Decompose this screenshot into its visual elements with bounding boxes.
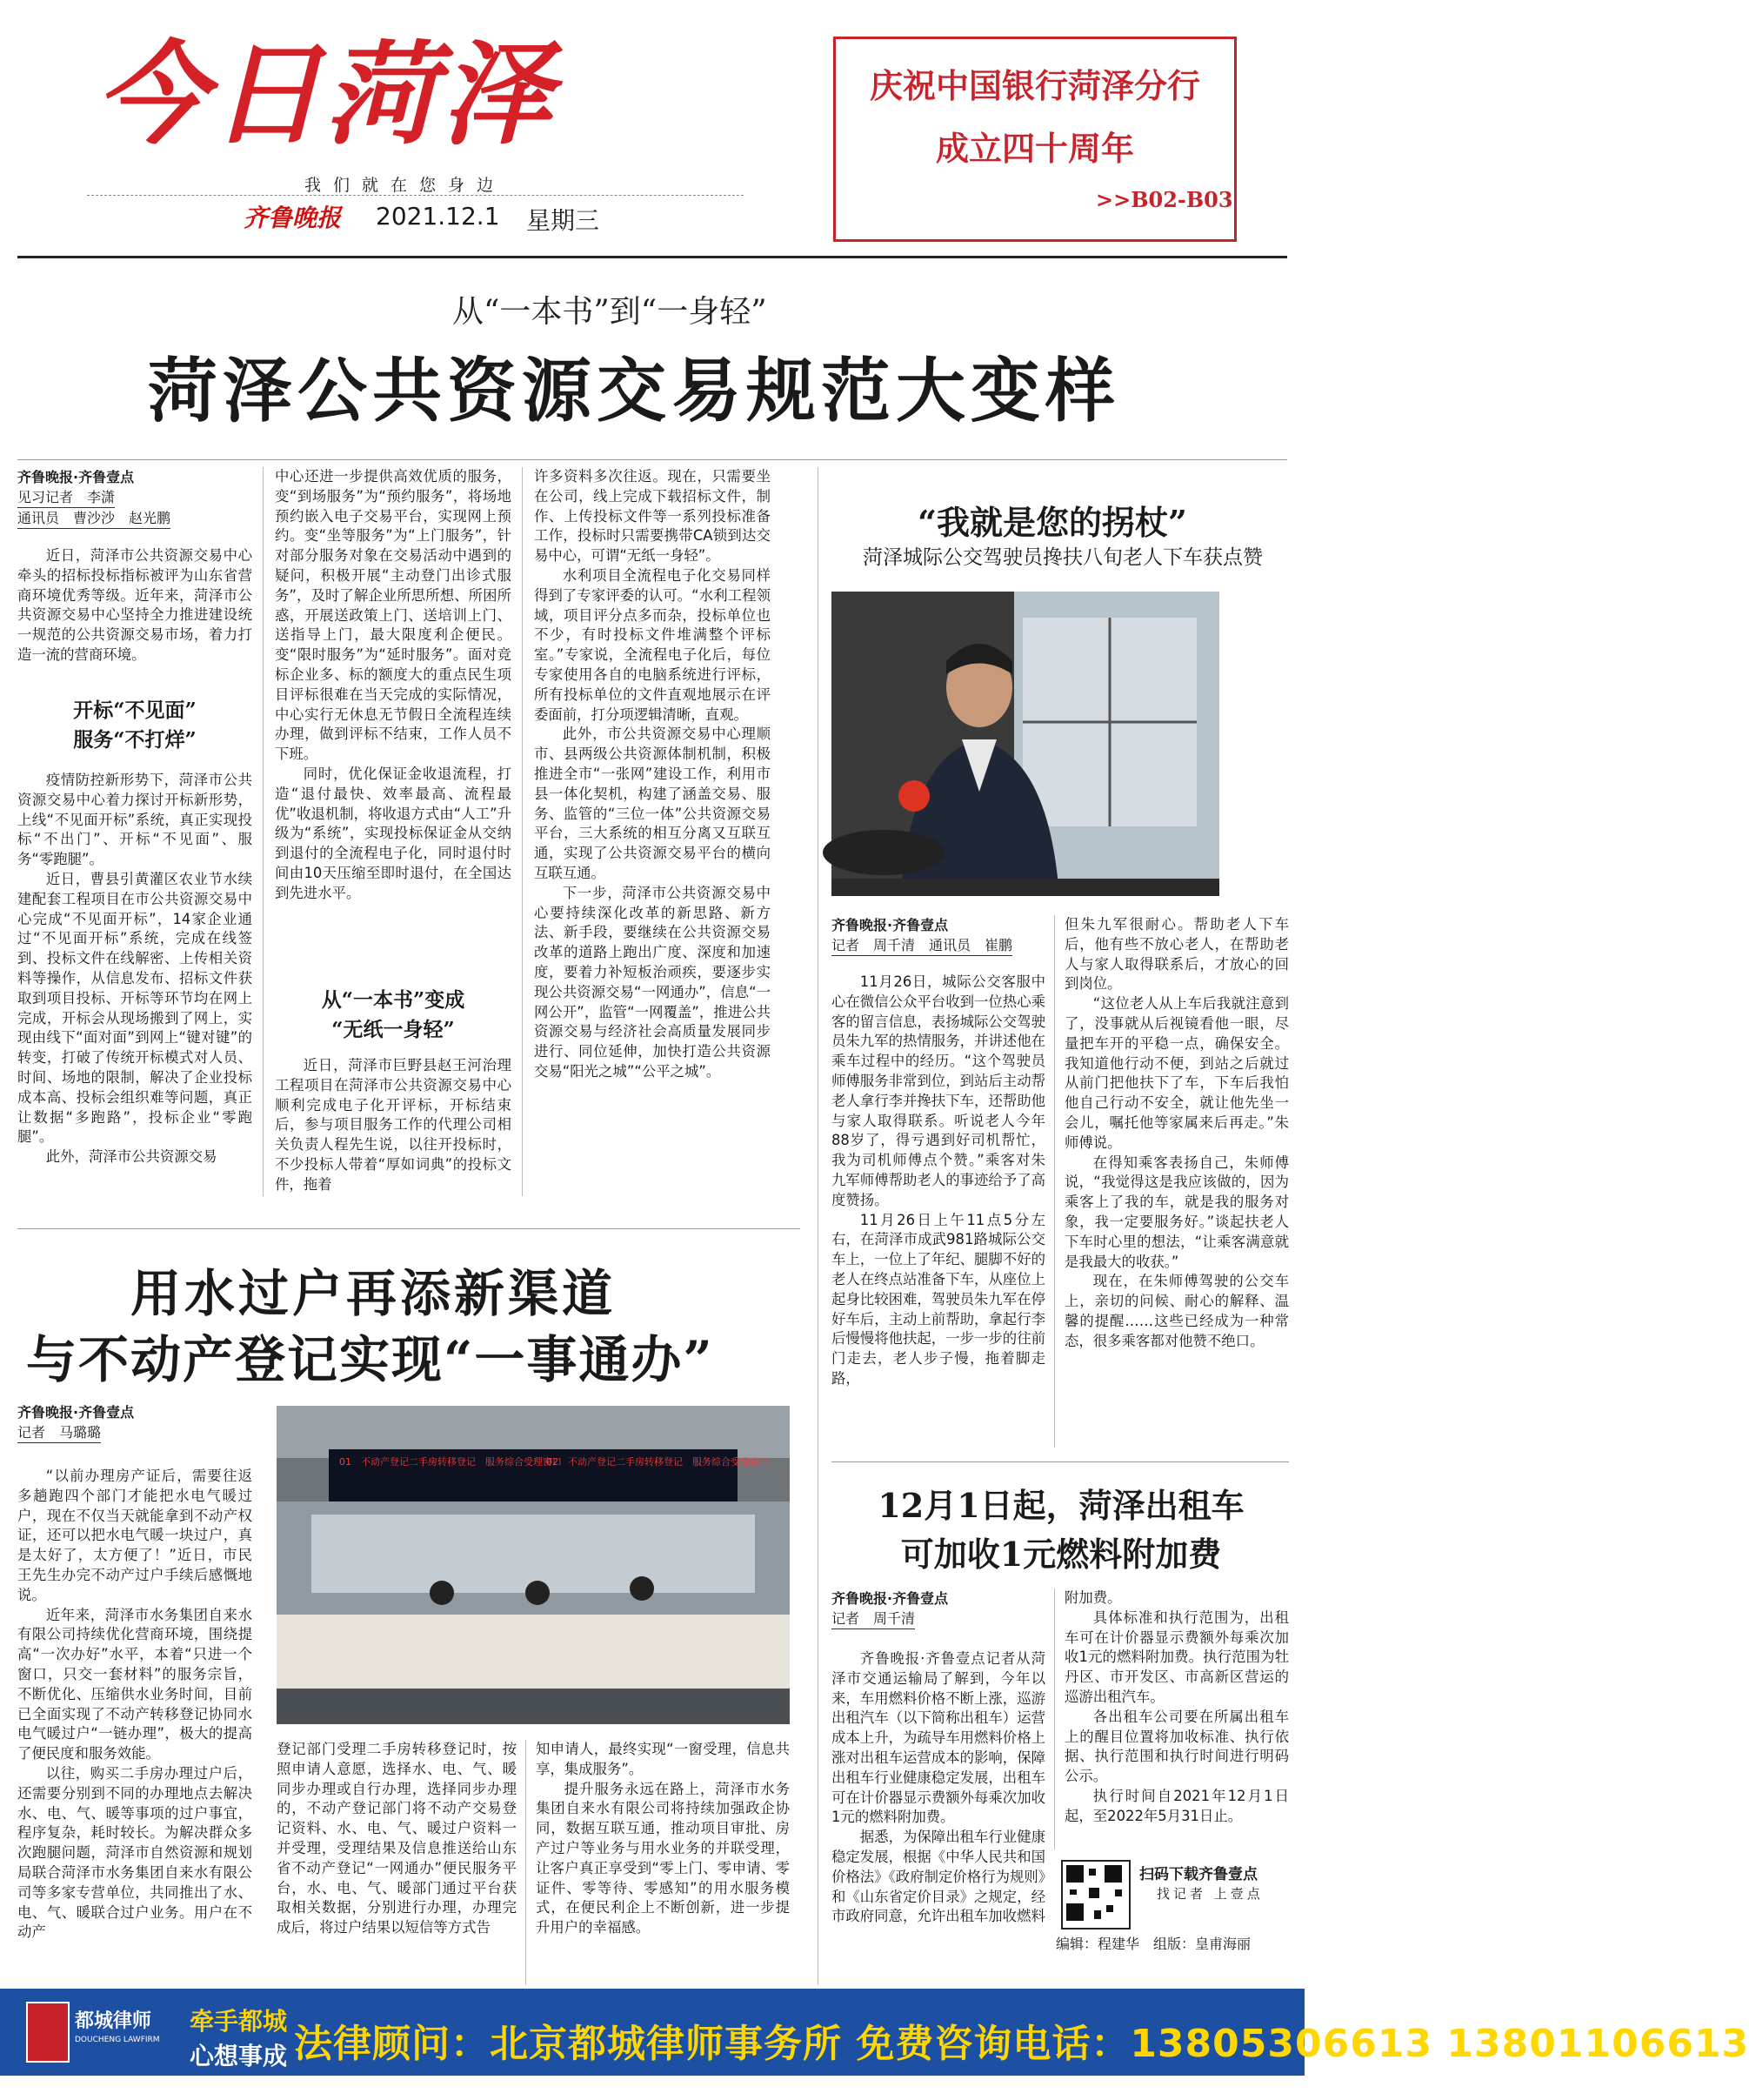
byline-line: 记者 周千清 通讯员 崔鹏: [831, 935, 1012, 956]
paragraph: 齐鲁晚报·齐鲁壹点记者从菏泽市交通运输局了解到，今年以来，车用燃料价格不断上涨，巡游出租汽车（以下简称出租车）运营成本上升，为疏导车用燃料价格上涨对出租车运营成本的影响，保障出租车行业健康稳定发展，出租车可在计价器显示费额外每乘次加收1元的燃料附加费。: [831, 1650, 1045, 1826]
column-divider: [1054, 915, 1055, 1448]
paragraph: 知申请人，最终实现“一窗受理，信息共享，集成服务”。: [536, 1741, 790, 1777]
law-firm-name: 都城律师: [75, 2010, 152, 2032]
paragraph: 附加费。: [1065, 1589, 1122, 1606]
column-divider: [1054, 1588, 1055, 1849]
article3-col2: [1065, 915, 1289, 1448]
paragraph: 提升服务永远在路上，菏泽市水务集团自来水有限公司将持续加强政企协同，数据互联互通，推动项目审批、房产过户等业务与用水业务的并联受理，让客户真正享受到“零上门、零申请、零证件、零等待、零感知”的用水服务模式，在便民利企上不断创新，进一步提升用户的幸福感。: [536, 1780, 790, 1936]
paragraph: 具体标准和执行范围为，出租车可在计价器显示费额外每乘次加收1元的燃料附加费。执行范围为牡丹区、市开发区、市高新区营运的巡游出租汽车。: [1065, 1608, 1289, 1705]
column-divider: [522, 467, 523, 1196]
article1-rule: [17, 459, 1287, 460]
article2-rule: [17, 1228, 800, 1229]
service-hall-photo: [277, 1406, 790, 1724]
article1-subhead1: [17, 696, 252, 755]
masthead-title: 今日菏泽: [96, 30, 556, 160]
photo-illustration: [277, 1406, 790, 1724]
promo-line-1: 庆祝中国银行菏泽分行: [869, 66, 1200, 105]
subhead-line: 从“一本书”变成: [321, 988, 465, 1012]
article3-byline: [831, 915, 1058, 956]
qr-caption-reporter: 找记者 上壹点: [1157, 1886, 1264, 1902]
window-sign-1: 01 不动产登记二手房转移登记 服务综合受理窗口: [339, 1456, 562, 1468]
byline-line: 齐鲁晚报·齐鲁壹点: [831, 1590, 949, 1607]
subhead-line: 服务“不打烊”: [73, 728, 197, 752]
byline-line: 记者 马璐璐: [17, 1422, 101, 1443]
masthead-divider: [87, 195, 744, 196]
paragraph: 水利项目全流程电子化交易同样得到了专家评委的认可。“水利工程领域，项目评分点多而杂，投标单位也不少，有时投标文件堆满整个评标室。”专家说，全流程电子化后，每位专家使用各自的电脑系统进行评标，所有投标单位的文件直观地展示在评委面前，打分项逻辑清晰，直观。: [534, 566, 771, 723]
column-divider: [525, 1740, 526, 1985]
footer-legal-advisor: 法律顾问：北京都城律师事务所 免费咨询电话：13805306613 13801106613: [294, 2022, 1749, 2066]
article3-deck: 菏泽城际公交驾驶员搀扶八旬老人下车获点赞: [863, 546, 1263, 569]
article2-col1: [17, 1467, 252, 1985]
qr-code[interactable]: [1061, 1860, 1131, 1929]
article1-col2-bottom: [275, 1056, 511, 1195]
paragraph: 在得知乘客表扬自己，朱师傅说，“我觉得这是我应该做的，因为乘客上了我的车，就是我的服务对象，我一定要服务好。”谈起扶老人下车时心里的想法，“让乘客满意就是我最大的收获。”: [1065, 1154, 1289, 1270]
paragraph: 登记部门受理二手房转移登记时，按照申请人意愿，选择水、电、气、暖同步办理或自行办理，选择同步办理的，不动产登记部门将不动产交易登记资料、水、电、气、暖过户资料一并受理，受理结果及信息推送给山东省不动产登记“一网通办”便民服务平台，水、电、气、暖部门通过平台获取相关数据，分别进行办理，办理完成后，将过户结果以短信等方式告: [277, 1741, 517, 1936]
issue-weekday: 星期三: [526, 206, 600, 235]
paragraph: 近日，菏泽市巨野县赵王河治理工程项目在菏泽市公共资源交易中心顺利完成电子化开评标，开标结束后，参与项目服务工作的代理公司相关负责人程先生说，以往开投标时，不少投标人带着“厚如词典”的投标文件，拖着: [275, 1057, 511, 1193]
article2-col2: [277, 1740, 517, 1985]
paragraph: “这位老人从上车后我就注意到了，没事就从后视镜看他一眼，尽量把车开的平稳一点，确保安全。我知道他行动不便，到站之后就过从前门把他扶下了车，下车后我怕他自己行动不安全，就让他先坐一会儿，嘱托他等家属来后再走。”朱师傅说。: [1065, 995, 1289, 1151]
byline-line: 见习记者 李潇: [17, 487, 115, 508]
paragraph: 以往，购买二手房办理过户后，还需要分别到不同的办理地点去解决水、电、气、暖等事项的过户事宜，程序复杂，耗时较长。为解决群众多次跑腿问题，菏泽市自然资源和规划局联合菏泽市水务集团自来水有限公司等多家专营单位，共同推出了水、电、气、暖联合过户业务。用户在不动产: [17, 1764, 252, 1941]
paragraph: 此外，菏泽市公共资源交易: [45, 1148, 217, 1166]
law-firm-name-en: DOUCHENG LAWFIRM: [75, 2036, 160, 2044]
paragraph: 近日，曹县引黄灌区农业节水续建配套工程项目在市公共资源交易中心完成“不见面开标”，14家企业通过“不见面开标”系统，完成在线签到、投标文件在线解密、上传相关资料等操作，从信息发布、招标文件获取到项目投标、开标等环节均在网上完成，开标会从现场搬到了网上，实现由线下“面对面”到网上“键对键”的转变，打破了传统开标模式对人员、时间、场地的限制，解决了企业投标成本高、投标会组织难等问题，真正让数据“多跑路”，投标企业“零跑腿”。: [17, 870, 252, 1146]
window-sign-2: 02 不动产登记二手房转移登记 服务综合受理窗口: [546, 1456, 769, 1468]
article1-headline: 菏泽公共资源交易规范大变样: [148, 350, 1120, 431]
article1-col3: [534, 467, 771, 1196]
paragraph: 中心还进一步提供高效优质的服务，变“到场服务”为“预约服务”，将场地预约嵌入电子交易平台，实现网上预约。变“坐等服务”为“上门服务”，针对部分服务对象在交易活动中遇到的疑问，积极开展“主动登门出诊式服务”，及时了解企业所思所想、所困所惑，开展送政策上门、送培训上门、送指导上门，最大限度利企便民。变“限时服务”为“延时服务”。面对竞标企业多、标的额度大的重点民生项目评标很难在当天完成的实际情况，中心实行无休息无节假日全流程连续办理，做到评标不结束，工作人员不下班。: [275, 468, 511, 763]
article1-col1-body: [17, 771, 252, 1194]
paper-logo: 齐鲁晚报: [244, 204, 342, 232]
article1-subhead2: [275, 986, 511, 1045]
paragraph: 此外，市公共资源交易中心理顺市、县两级公共资源体制机制，积极推进全市“一张网”建设工作，利用市县一体化契机，构建了涵盖交易、服务、监管的“三位一体”公共资源交易平台，三大系统的相互分离又互联互通，实现了公共资源交易平台的横向互联互通。: [534, 726, 771, 881]
paragraph: 但朱九军很耐心。帮助老人下车后，他有些不放心老人，在帮助老人与家人取得联系后，才放心的回到岗位。: [1065, 916, 1289, 993]
bus-driver-photo: [831, 592, 1219, 896]
promo-line-2: 成立四十周年: [935, 129, 1134, 168]
article4-rule: [831, 1461, 1289, 1462]
article4-col1: [831, 1649, 1045, 1980]
photo-illustration: [831, 592, 1219, 896]
paragraph: 11月26日，城际公交客服中心在微信公众平台收到一位热心乘客的留言信息，表扬城际公交驾驶员朱九军的热情服务，并讲述他在乘车过程中的经历。“这个驾驶员师傅服务非常到位，到站后主动帮老人拿行李并搀扶下车，还帮助他与家人取得联系。听说老人今年88岁了，得亏遇到好司机帮忙，我为司机师傅点个赞。”乘客对朱九军师傅帮助老人的事迹给予了高度赞扬。: [831, 973, 1045, 1208]
byline-line: 通讯员 曹沙沙 赵光鹏: [17, 508, 170, 529]
editor-credit: 编辑：程建华 组版：皇甫海丽: [1056, 1936, 1252, 1952]
article4-headline-line1: 12月1日起，菏泽出租车: [878, 1486, 1245, 1525]
byline-line: 齐鲁晚报·齐鲁壹点: [17, 469, 135, 485]
paragraph: 近日，菏泽市公共资源交易中心牵头的招标投标指标被评为山东省营商环境优秀等级。近年来，菏泽市公共资源交易中心坚持全力推进建设统一规范的公共资源交易市场，着力打造一流的营商环境。: [17, 547, 252, 663]
promo-page-ref: >>B02-B03: [1096, 187, 1233, 212]
paragraph: 现在，在朱师傅驾驶的公交车上，亲切的问候、耐心的解释、温馨的提醒……这些已经成为一种常态，很多乘客都对他赞不绝口。: [1065, 1273, 1289, 1349]
article2-headline-line2: 与不动产登记实现“一事通办”: [26, 1330, 714, 1389]
article3-col1: [831, 973, 1045, 1448]
paragraph: 11月26日上午11点5分左右，在菏泽市成武981路城际公交车上，一位上了年纪、腿脚不好的老人在终点站准备下车，从座位上起身比较困难，驾驶员朱九军在停好车后，主动上前帮助，拿起行李后慢慢将他扶起，一步一步的往前门走去，老人步子慢，拖着脚走路，: [831, 1211, 1045, 1387]
paragraph: 执行时间自2021年12月1日起，至2022年5月31日止。: [1065, 1787, 1289, 1824]
byline-line: 齐鲁晚报·齐鲁壹点: [831, 917, 949, 933]
paragraph: 下一步，菏泽市公共资源交易中心要持续深化改革的新思路、新方法、新手段，要继续在公共资源交易改革的道路上跑出广度、深度和加速度，要着力补短板治顽疾，要逐步实现公共资源交易“一网通办”，信息“一网公开”，监管“一网覆盖”，推进公共资源交易与经济社会高质量发展同步进行、同位延伸，加快打造公共资源交易“阳光之城”“公平之城”。: [534, 884, 771, 1080]
byline-line: 齐鲁晚报·齐鲁壹点: [17, 1404, 135, 1421]
article4-headline-line2: 可加收1元燃料附加费: [900, 1535, 1222, 1574]
article4-col2: [1065, 1588, 1289, 1849]
paragraph: 各出租车公司要在所属出租车上的醒目位置将加收标准、执行依据、执行范围和执行时间进行明码公示。: [1065, 1708, 1289, 1785]
article2-col3: [536, 1740, 790, 1985]
article3-headline: “我就是您的拐杖”: [918, 503, 1187, 542]
qr-caption-download: 扫码下载齐鲁壹点: [1139, 1866, 1258, 1883]
paragraph: “以前办理房产证后，需要往返多趟跑四个部门才能把水电气暖过户，现在不仅当天就能拿到不动产权证，还可以把水电气暖一块过户，真是太好了，太方便了！”近日，市民王先生办完不动产过户手续后感慨地说。: [17, 1468, 252, 1603]
column-divider: [263, 467, 264, 1196]
article1-col1-intro: [17, 546, 252, 677]
article2-headline-line1: 用水过户再添新渠道: [130, 1264, 617, 1323]
article1-byline: [17, 467, 252, 529]
paragraph: 近年来，菏泽市水务集团自来水有限公司持续优化营商环境，围绕提高“一次办好”水平，本着“只进一个窗口，只交一套材料”的服务宗旨，不断优化、压缩供水业务时间，目前已全面实现了不动产转移登记协同水电气暖过户“一链办理”，极大的提高了便民度和服务效能。: [17, 1606, 252, 1762]
paragraph: 许多资料多次往返。现在，只需要坐在公司，线上完成下载招标文件，制作、上传投标文件等一系列投标准备工作，投标时只需要携带CA锁到达交易中心，可谓“无纸一身轻”。: [534, 468, 771, 565]
article4-byline: [831, 1588, 1040, 1629]
subhead-line: “无纸一身轻”: [331, 1018, 455, 1041]
paragraph: 疫情防控新形势下，菏泽市公共资源交易中心着力探讨开标新形势，上线“不见面开标”系统，真正实现投标“不出门”、开标“不见面”、服务“零跑腿”。: [17, 772, 252, 868]
masthead-slogan: 我们就在您身边: [304, 176, 506, 195]
article1-col2-top: [275, 467, 511, 977]
header-rule: [17, 256, 1287, 258]
article2-byline: [17, 1402, 252, 1443]
issue-date: 2021.12.1: [376, 202, 500, 231]
law-firm-logo-icon: [26, 2002, 70, 2063]
footer-slogan-2: 心想事成: [190, 2042, 288, 2070]
paragraph: 同时，优化保证金收退流程，打造“退付最快、效率最高、流程最优”收退机制，将收退方式由“人工”升级为“系统”，实现投标保证金从交纳到退付的全流程电子化，同时退付时间由10天压缩至即时退付，在全国达到先进水平。: [275, 765, 511, 901]
footer-slogan-1: 牵手都城: [190, 2007, 288, 2036]
paragraph: 据悉，为保障出租车行业健康稳定发展，根据《中华人民共和国价格法》《政府制定价格行为规则》和《山东省定价目录》之规定，经市政府同意，允许出租车加收燃料: [831, 1829, 1045, 1925]
byline-line: 记者 周千清: [831, 1608, 915, 1629]
article1-kicker: 从“一本书”到“一身轻”: [452, 294, 767, 330]
subhead-line: 开标“不见面”: [73, 699, 197, 722]
